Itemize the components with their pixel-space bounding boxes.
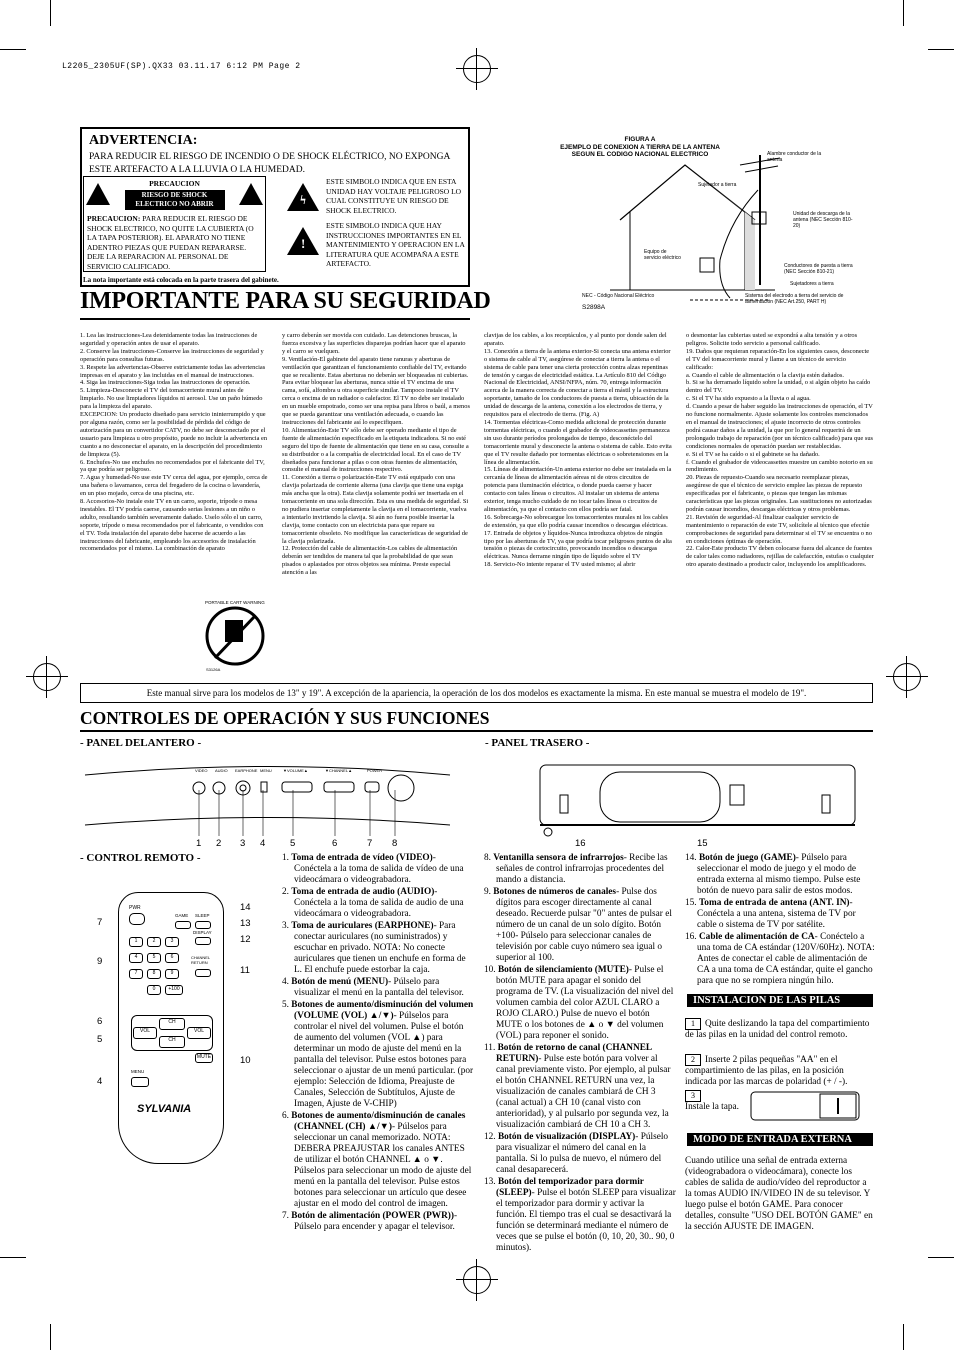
- function-item: [484, 965, 676, 1042]
- controls-title: CONTROLES DE OPERACIÓN Y SUS FUNCIONES: [80, 708, 490, 728]
- callout-number: 5: [97, 1034, 103, 1045]
- front-callout-lines: [195, 790, 405, 840]
- function-item: [685, 932, 875, 987]
- precaution-text: PARA REDUCIR EL RIESGO DE SHOCK ELECTRICO, NO QUITE LA CUBIERTA (O LA TAPA POSTERIOR). EL APARATO NO TIENE ADENTRO PIEZAS QUE PUEDAN REPARARSE. DEJE LA REPARACION AL PERSONAL DE SERVICIO CALIFICADO.: [87, 214, 254, 271]
- remote-label: PWR: [129, 905, 141, 911]
- item-title: Toma de entrada de antena (ANT. IN): [698, 898, 850, 908]
- remote-label: CHANNEL RETURN: [191, 955, 210, 965]
- models-note: Este manual sirve para los modelos de 13" y 19". A excepción de la apariencia, la operación de los dos modelos es exactamente la misma. En este manual se muestra el modelo de 19".: [80, 683, 873, 703]
- remote-mute-button[interactable]: MUTE: [195, 1053, 213, 1063]
- safety-title: IMPORTANTE PARA SU SEGURIDAD: [80, 288, 491, 314]
- item-number: 1.: [282, 853, 292, 863]
- function-item: [484, 1177, 676, 1254]
- lightning-icon: [86, 183, 110, 205]
- item-title: Botón de menú (MENU): [291, 977, 389, 987]
- remote-display-button[interactable]: [195, 937, 211, 945]
- function-item: [282, 1000, 474, 1110]
- item-text: - Púlselos para controlar el nivel del volumen. Pulse el botón de aumento del volumen (VOL ▲) para determinar un modo de ajuste del menú en la pantalla del televisor. Pulse estos botones para seleccionar o ajustar de un menú particular. (por ejemplo: Selección de Idioma, Preajuste de Canales, Selección de Subtítulos, Ajuste de Imagen, Ajuste de V-CHIP): [294, 1011, 474, 1109]
- crop-mark: [903, 0, 904, 26]
- title-rule: [80, 318, 470, 320]
- fig-label: Sujetador a tierra: [698, 182, 737, 188]
- safety-col-4: o desmontar las cubiertas usted se expondrá a alta tensión y a otros peligros. Solicite todo servicio a personal calificado. 19. Daños que requieran reparación-En los siguientes casos, desconecte el TV del tomacorriente mural y llame a un técnico de servicio calificado: a. Cuando el cable de alimentación o la clavija estén dañados. b. Si se ha derramado líquido sobre la unidad, o si algún objeto ha caído dentro del TV. c. Si el TV ha sido expuesto a la lluvia o al agua. d. Cuando a pesar de haber seguido las instrucciones de operación, el TV no funcione normalmente. Ajuste solamente los controles mencionados en el manual de instrucciones; el ajuste incorrecto de otros controles podrá causar daños a la unidad, la que por lo general requerirá de un prolongado trabajo de reparación (por un técnico calificado) para que sus condiciones normales de operación puedan ser restablecidas. e. Si el TV se ha caído o si el gabinete se ha dañado. f. Cuando el grabador de videocassettes muestre un cambio notorio en su rendimiento. 20. Piezas de repuesto-Cuando sea necesario reemplazar piezas, asegúrese de que el técnico de servicio emplee las piezas de repuesto especificadas por el fabricante, o piezas que tengan las mismas características que las piezas originales. Las sustituciones no autorizadas podrán causar incendios, descargas eléctricas y otros problemas. 21. Revisión de seguridad-Al finalizar cualquier servicio de mantenimiento o reparación de este TV, solicítele al técnico que efectúe comprobaciones de seguridad para determinar si el TV se encuentra o no en condiciones óptimas de operación. 22. Calor-Este producto TV deben colocarse fuera del alcance de fuentes de calor tales como radiadores, rejillas de calefacción, estufas o cualquier otro aparato destinado a producir calor, incluyendo los amplificadores.: [686, 332, 874, 569]
- item-number: 12.: [484, 1132, 498, 1142]
- exclamation-icon: !: [287, 227, 319, 255]
- callout-number: 7: [97, 917, 103, 928]
- symbol2-text: ESTE SIMBOLO INDICA QUE HAY INSTRUCCIONES IMPORTANTES EN EL MANTENIMIENTO Y OPERACION EN LA LITERATURA QUE ACOMPAÑA A ESTE ARTEFACTO.: [326, 221, 465, 268]
- remote-ch-down-button[interactable]: CH: [159, 1036, 185, 1048]
- function-list-2: [484, 853, 676, 1255]
- crop-mark: [0, 49, 26, 50]
- item-text: - Púlselo para visualizar el menú en la pantalla del televisor.: [294, 977, 464, 998]
- battery-step-3: [685, 1090, 745, 1113]
- remote-sleep-button[interactable]: [195, 921, 211, 929]
- remote-menu-button[interactable]: [131, 1077, 149, 1087]
- exclamation-icon: [239, 183, 263, 205]
- remote-digit-button[interactable]: 8: [147, 969, 161, 979]
- item-number: 3.: [282, 921, 292, 931]
- item-text: - Pulse el botón SLEEP para visualizar el temporizador para dormir y activar la función. El tiempo tras el cual se desactivará la función se determinará mediante el número de veces que se pulse el botón (0, 10, 20, 30.. 90, 0 minutos).: [496, 1188, 676, 1253]
- item-number: 6.: [282, 1111, 292, 1121]
- step-text: Inserte 2 pilas pequeñas "AA" en el compartimiento de las pilas, en la posición indicada por las marcas de polaridad (+ / -).: [685, 1055, 848, 1087]
- symbol1-text: ESTE SIMBOLO INDICA QUE EN ESTA UNIDAD HAY VOLTAJE PELIGROSO LO CUAL CONSTITUYE UN RIESGO DE SHOCK ELECTRICO.: [326, 177, 462, 215]
- item-text: - Conéctela a la toma de salida de audio de una videocámara o videograbadora.: [294, 887, 464, 919]
- registration-mark: [893, 663, 921, 691]
- lightning-icon: ϟ: [287, 183, 319, 211]
- safety-col-2: y carro deberán ser movida con cuidado. Las detenciones bruscas, la fuerza excesiva y las superficies disparejas podrían hacer que el aparato y el carro se vuelquen. 9. Ventilación-El gabinete del aparato tiene ranuras y aberturas de ventilación que garantizan el funcionamiento confiable del TV, evitando que se recaliente. Estas aberturas no deberán ser bloqueadas ni cubiertas. Para evitar bloquear las aberturas, nunca sitúe el TV encima de una cama, sofá, alfombra u otra superficie similar. Tampoco instale el TV cerca o encima de un radiador o calefactor. El TV no debe ser instalado en un mueble empotrado, como ser una repisa para libros o baúl, a menos que se pueda garantizar una ventilación adecuada, o cuando las instrucciones del fabricante así lo especifiquen. 10. Alimentación-Este TV sólo debe ser operado mediante el tipo de fuente de alimentación especificado en la etiqueta indicadora. Si no esté seguro del tipo de fuente de alimentación que tiene en su casa, consulte a su distribuidor o a la compañía de electricidad local. En el caso de TV diseñados para funcionar a pilas o con otras fuentes de alimentación, consulte el manual de instrucciones respectivo. 11. Conexión a tierra o polarización-Este TV está equipado con una clavija polarizada de corriente alterna (una clavija que tiene una espiga más ancha que la otra). Esta clavija solamente podrá ser insertada en el tomacorriente en una sola dirección. Esta es una medida de seguridad. Si no pudiera insertar completamente la clavija en el tomacorriente, vuelva a intentarlo invirtiendo la clavija. Si aún no fuera posible insertar la clavija, tome contacto con un electricista para que repare su tomacorriente obsoleto. No modifique las características de seguridad de la clavija polarizada. 12. Protección del cable de alimentación-Los cables de alimentación deberán ser tendidos de manera tal que la probabilidad de que sean pisados o aplastados por otros objetos sea mínima. Preste especial atención a las: [282, 332, 470, 577]
- item-title: Botones de aumento/disminución de canales (CHANNEL (CH) ▲/▼): [291, 1111, 466, 1132]
- item-title: Toma de entrada de vídeo (VIDEO): [291, 853, 433, 863]
- item-text: - Púlselo para seleccionar el modo de juego y el modo de entrada externa al mismo tiempo. Pulse este botón de nuevo para salir de estos modos.: [697, 853, 861, 896]
- fig-label: Alambre conductor de la antena: [767, 151, 822, 163]
- remote-label: DISPLAY: [193, 930, 212, 935]
- battery-step-2: [685, 1054, 875, 1088]
- front-label: ▼VOLUME▲: [283, 768, 308, 773]
- print-header: L2205_2305UF(SP).QX33 03.11.17 6:12 PM Page 2: [62, 62, 301, 71]
- fig-label: Conductores de puesta a tierra (NEC Sección 810-21): [784, 263, 853, 275]
- callout-number: 8: [392, 838, 398, 849]
- safety-col-1: 1. Lea las instrucciones-Lea detenidamente todas las instrucciones de seguridad y operación antes de usar el aparato. 2. Conserve las instrucciones-Conserve las instrucciones de seguridad y operación para consultas futuras. 3. Respete las advertencias-Observe estrictamente todas las advertencias impresas en el aparato y las incluidas en el manual de instrucciones. 4. Siga las instrucciones-Siga todas las instrucciones de operación. 5. Limpieza-Desconecte el TV del tomacorriente mural antes de limpiarlo. No use limpiadores líquidos ni aerosol. Use un paño húmedo para la limpieza del aparato. EXCEPCION: Un producto diseñado para servicio ininterrumpido y que por alguna razón, como ser la posibilidad de pérdida del código de autorización para un convertidor CATV, no debe ser desconectado por el usuario para limpieza u otro propósito, puede no incluir la advertencia en cuanto a no desconectar el aparato, en la descripción del procedimiento de limpieza (5). 6. Enchufes-No use enchufes no recomendados por el fabricante del TV, ya que podría ser peligroso. 7. Agua y humedad-No use este TV cerca del agua, por ejemplo, cerca de una bañera o lavamanos, cerca del fregadero de la cocina o lavandería, en un piso mojado, cerca de una piscina, etc. 8. Accesorios-No instale este TV en un carro, soporte, trípode o mesa inestables. El TV podría caerse, causando serias lesiones a un niño o adulto, resultando también severamente dañado. Uselo sólo el un carro, soporte, trípode o mesa recomendados por el fabricante, o vendidos con el TV. Toda instalación del aparato debe hacerse de acuerdo a las instrucciones del fabricante, empleando los accesorios de instalación recomendados por el mismo. La combinación de aparato: [80, 332, 268, 553]
- remote-digit-button[interactable]: 6: [165, 953, 179, 963]
- remote-game-button[interactable]: [175, 921, 191, 929]
- remote-channel-return-button[interactable]: [195, 969, 211, 977]
- cabinet-note: La nota importante está colocada en la parte trasera del gabinete.: [83, 276, 279, 284]
- callout-number: 12: [240, 934, 251, 945]
- item-number: 5.: [282, 1000, 292, 1010]
- item-number: 8.: [484, 853, 494, 863]
- external-input-text: Cuando utilice una señal de entrada externa (videograbadora o videocámara), conecte los cables de salida de audio/vídeo del reproductor a la tomas AUDIO IN/VIDEO IN de su televisor. Y luego pulse el botón GAME. Para conocer detalles, consulte "USO DEL BOTÓN GAME" en la sección AJUSTE DE IMAGEN.: [685, 1156, 873, 1232]
- external-input-heading: MODO DE ENTRADA EXTERNA: [687, 1133, 873, 1146]
- remote-body: [118, 892, 224, 1164]
- crop-mark: [0, 1257, 26, 1258]
- safety-col-3: clavijas de los cables, a los receptáculos, y al punto por donde salen del aparato. 13. Conexión a tierra de la antena exterior-Si conecta una antena exterior o sistema de cable al TV, asegúrese de conectar a tierra la antena o el sistema de cable para tener una cierta protección contra alzas repentinas de tensión y cargas de electricidad estática. La Artículo 810 del Código Nacional de Electricidad, ANSI/NFPA, núm. 70, entrega información acerca de la manera correcta de conectar a tierra el mástil y la estructura soportante, tamaño de los conductores de puesta a tierra, ubicación de la unidad de descarga de la antena, conexión a los electrodos de tierra, y requisitos para el electrodo de tierra. (Fig. A) 14. Tormentas eléctricas-Como medida adicional de protección durante tormentas eléctricas, o cuando el grabador de videocassettes permanezca sin uso durante períodos prolongados de tiempo, desconéctelo del tomacorriente mural y desconecte la antena o sistema de cable. Esto evita que el TV resulte dañado por tormentas eléctricas o sobretensiones en la línea de alimentación. 15. Líneas de alimentación-Un antena exterior no debe ser instalada en la cercanía de líneas de alimentación aéreas ni de otros circuitos de potencia para iluminación eléctrica, o donde pueda caerse y hacer contacto con tales líneas o circuitos. Al instalar un sistema de antena exterior, tenga mucho cuidado de no tocar tales líneas o circuitos de alimentación, ya que el contacto con ellos podría ser fatal. 16. Sobrecarga-No sobrecargue los tomacorrientes murales ni los cables de extensión, ya que ello podría causar incendios o descargas eléctricas. 17. Entrada de objetos y líquidos-Nunca introduzca objetos de ningún tipo por las aberturas de TV, ya que podría tocar peligrosos puntos de alta tensión o piezas de cortocircuito, provocando incendios o descargas eléctricas. Nunca derrame ningún tipo de líquido sobre el TV 18. Servicio-No intente reparar el TV usted mismo; al abrir: [484, 332, 672, 569]
- callout-number: 1: [196, 838, 202, 849]
- remote-digit-button[interactable]: 4: [129, 953, 143, 963]
- remote-digit-button[interactable]: 9: [165, 969, 179, 979]
- remote-label: SLEEP: [195, 913, 210, 918]
- item-title: Botones de números de canales: [493, 887, 617, 897]
- callout-number: 4: [260, 838, 266, 849]
- remote-vol-up-button[interactable]: VOL: [187, 1027, 211, 1039]
- remote-digit-button[interactable]: 3: [165, 937, 179, 947]
- step-number: 2: [685, 1054, 701, 1066]
- function-item: [484, 853, 676, 886]
- item-number: 13.: [484, 1177, 498, 1187]
- house-antenna-diagram: [580, 150, 780, 310]
- item-number: 7.: [282, 1211, 292, 1221]
- item-number: 10.: [484, 965, 498, 975]
- item-number: 11.: [484, 1043, 498, 1053]
- remote-digit-button[interactable]: 5: [147, 953, 161, 963]
- figure-title: FIGURA A EJEMPLO DE CONEXION A TIERRA DE LA ANTENA SEGUN EL CODIGO NACIONAL ELECTRICO: [560, 136, 720, 158]
- callout-number: 16: [575, 838, 586, 849]
- callout-number: 15: [697, 838, 708, 849]
- callout-number: 3: [240, 838, 246, 849]
- step-text: Instale la tapa.: [685, 1102, 739, 1112]
- callout-number: 14: [240, 902, 251, 913]
- callout-number: 5: [290, 838, 296, 849]
- warning-title: ADVERTENCIA:: [89, 133, 198, 148]
- function-item: [685, 898, 875, 931]
- callout-number: 13: [240, 918, 251, 929]
- item-title: Toma de entrada de audio (AUDIO): [291, 887, 435, 897]
- fig-label: Sujetadores a tierra: [790, 281, 834, 287]
- item-title: Ventanilla sensora de infrarrojos: [493, 853, 624, 863]
- remote-vol-down-button[interactable]: VOL: [133, 1027, 157, 1039]
- remote-digit-button[interactable]: 2: [147, 937, 161, 947]
- item-title: Botón de juego (GAME): [698, 853, 796, 863]
- callout-number: 9: [97, 956, 103, 967]
- item-text: - Púlselos para seleccionar un canal memorizado. NOTA: DEBERA PREAJUSTAR los canales ANTES de utilizar el botón CHANNEL ▲ o ▼. Púlselos para seleccionar un modo de ajuste del menú en la pantalla del televisor. Pulse estos botones para seleccionar un artículo que desee ajustar en el modo del control de imagen.: [294, 1122, 472, 1209]
- item-text: - Conéctela a la toma de salida de vídeo de una videocámara o videograbadora.: [294, 853, 464, 885]
- front-label: POWER: [367, 768, 383, 773]
- crop-mark: [50, 0, 51, 26]
- fig-label: NEC - Código Nacional Eléctrico: [582, 293, 655, 299]
- function-item: [282, 853, 474, 886]
- callout-number: 6: [332, 838, 338, 849]
- crop-mark: [50, 1324, 51, 1350]
- item-text: - Conéctela a una antena, sistema de TV por cable o sistema de TV por satélite.: [697, 898, 856, 930]
- registration-mark: [33, 663, 61, 691]
- remote-plus100-button[interactable]: +100: [165, 985, 183, 995]
- item-text: - Pulse dos dígitos para escoger directamente al canal deseado. Recuerde pulsar "0" antes de pulsar el número de un canal de un solo dígito. Botón +100- Púlselo para seleccionar canales de televisión por cable cuyo número sea igual o superior al 100.: [496, 887, 672, 963]
- remote-digit-button[interactable]: 7: [129, 969, 143, 979]
- function-item: [484, 1043, 676, 1131]
- crop-mark: [928, 1257, 954, 1258]
- function-item: [282, 887, 474, 920]
- item-number: 2.: [282, 887, 292, 897]
- function-item: [282, 921, 474, 976]
- callout-number: 4: [97, 1076, 103, 1087]
- item-number: 4.: [282, 977, 292, 987]
- remote-digit-button[interactable]: 1: [129, 937, 143, 947]
- function-item: [484, 887, 676, 964]
- function-item: [484, 1132, 676, 1176]
- item-title: Botón del temporizador para dormir (SLEEP): [496, 1177, 644, 1198]
- item-number: 16.: [685, 932, 699, 942]
- function-item: [685, 853, 875, 897]
- item-number: 14.: [685, 853, 699, 863]
- step-text: Quite deslizando la tapa del compartimiento de las pilas en la unidad del control remoto.: [685, 1019, 870, 1040]
- fig-label: S2898A: [582, 304, 606, 311]
- remote-label: MENU: [131, 1069, 145, 1074]
- precaution-black-label: RIESGO DE SHOCK ELECTRICO NO ABRIR: [125, 190, 225, 210]
- rear-panel-drawing: [520, 760, 870, 840]
- precaution-label: PRECAUCION:: [87, 214, 141, 223]
- item-text: - Conéctelo a una toma de CA estándar (120V/60Hz). NOTA: Antes de conectar el cable de alimentación de CA a una toma de CA estándar, quite el gancho para que no se rompiera ningún hilo.: [697, 932, 875, 986]
- item-title: Botón de silenciamiento (MUTE): [497, 965, 629, 975]
- precaution-head: PRECAUCION: [149, 179, 200, 188]
- crop-mark: [903, 1324, 904, 1350]
- front-labels: [195, 768, 395, 776]
- callout-number: 2: [216, 838, 222, 849]
- function-list-3: [685, 853, 875, 988]
- callout-number: 10: [240, 1055, 251, 1066]
- controls-rule: [80, 730, 873, 732]
- item-title: Botón de retorno de canal (CHANNEL RETURN): [496, 1043, 652, 1064]
- rear-panel-heading: - PANEL TRASERO -: [485, 737, 590, 749]
- item-title: Toma de auriculares (EARPHONE): [291, 921, 434, 931]
- callout-number: 6: [97, 1016, 103, 1027]
- cart-label: PORTABLE CART WARNING: [205, 600, 265, 605]
- remote-brand: SYLVANIA: [137, 1103, 192, 1115]
- front-panel-heading: - PANEL DELANTERO -: [80, 737, 202, 749]
- item-text: - Púlselo para encender y apagar el televisor.: [294, 1211, 458, 1232]
- remote-heading: - CONTROL REMOTO -: [80, 852, 201, 864]
- function-list-1: [282, 853, 474, 1234]
- front-label: EARPHONE: [235, 768, 258, 773]
- item-text: - Púlselo para visualizar el número del canal en la pantalla. Si lo pulsa de nuevo, el número del canal desaparecerá.: [496, 1132, 669, 1175]
- callout-number: 7: [367, 838, 373, 849]
- function-item: [282, 1211, 474, 1233]
- item-title: Botón de alimentación (POWER (PWR)): [291, 1211, 454, 1221]
- step-number: 1: [685, 1018, 701, 1030]
- item-text: - Recibe las señales de control infrarrojas procedentes del mando a distancia.: [496, 853, 668, 885]
- remote-digit-button[interactable]: 0: [147, 985, 161, 995]
- battery-step-1: [685, 1018, 875, 1041]
- item-title: Cable de alimentación de CA: [698, 932, 815, 942]
- item-title: Botones de aumento/disminución del volumen (VOLUME (VOL) ▲/▼): [291, 1000, 474, 1021]
- item-number: 9.: [484, 887, 494, 897]
- remote-label: GAME: [175, 913, 189, 918]
- registration-mark: [463, 1266, 491, 1294]
- registration-mark: [463, 55, 491, 83]
- fig-label: Sistema del electrodo a tierra del servicio de alimentación (NEC Art.250, PART H): [745, 293, 844, 305]
- front-label: ▼CHANNEL▲: [325, 768, 353, 773]
- batteries-heading: INSTALACION DE LAS PILAS: [687, 994, 873, 1007]
- cart-code: S3126A: [206, 667, 221, 672]
- function-item: [282, 1111, 474, 1210]
- callout-number: 11: [240, 965, 250, 976]
- crop-mark: [928, 49, 954, 50]
- item-text: - Pulse el botón MUTE para apagar el sonido del programa de TV. (La visualización del nivel del volumen cambia del color AZUL CLARO a ROJO CLARO.) Pulse de nuevo el botón MUTE o los botones de ▲ o ▼ del volumen (VOL) para reponer el sonido.: [496, 965, 674, 1041]
- item-text: - Pulse este botón para volver al canal previamente visto. Por ejemplo, al pulsar el botón CHANNEL RETURN una vez, la visualización de canales cambiará de CH 3 (canal actual) a CH 10 (canal visto con anterioridad), y al pulsarlo por segunda vez, la visualización cambiará de CH 10 a CH 3.: [496, 1054, 671, 1130]
- item-text: - Para conectar auriculares (no suministrados) y escuchar en privado. NOTA: No conecte auriculares que tienen un enchufe en forma de L. El enchufe puede estorbar la caja.: [294, 921, 466, 975]
- battery-cover-icon: [750, 1088, 862, 1124]
- function-item: [282, 977, 474, 999]
- fig-label: Unidad de descarga de la antena (NEC Sección 810-20): [793, 211, 853, 229]
- item-title: Botón de visualización (DISPLAY): [497, 1132, 636, 1142]
- precaution-box: [83, 176, 266, 272]
- warning-text: PARA REDUCIR EL RIESGO DE INCENDIO O DE SHOCK ELÉCTRICO, NO EXPONGA ESTE ARTEFACTO A LA LLUVIA O LA HUMEDAD.: [89, 152, 450, 175]
- remote-ch-up-button[interactable]: CH: [159, 1018, 185, 1030]
- front-label: VIDEO: [195, 768, 208, 773]
- item-number: 15.: [685, 898, 699, 908]
- step-number: 3: [685, 1090, 701, 1102]
- front-label: AUDIO: [215, 768, 228, 773]
- front-label: MENU: [260, 768, 272, 773]
- cart-warning-icon: [205, 606, 265, 666]
- fig-label: Equipo de servicio eléctrico: [644, 249, 681, 261]
- remote-pwr-button[interactable]: [129, 913, 145, 925]
